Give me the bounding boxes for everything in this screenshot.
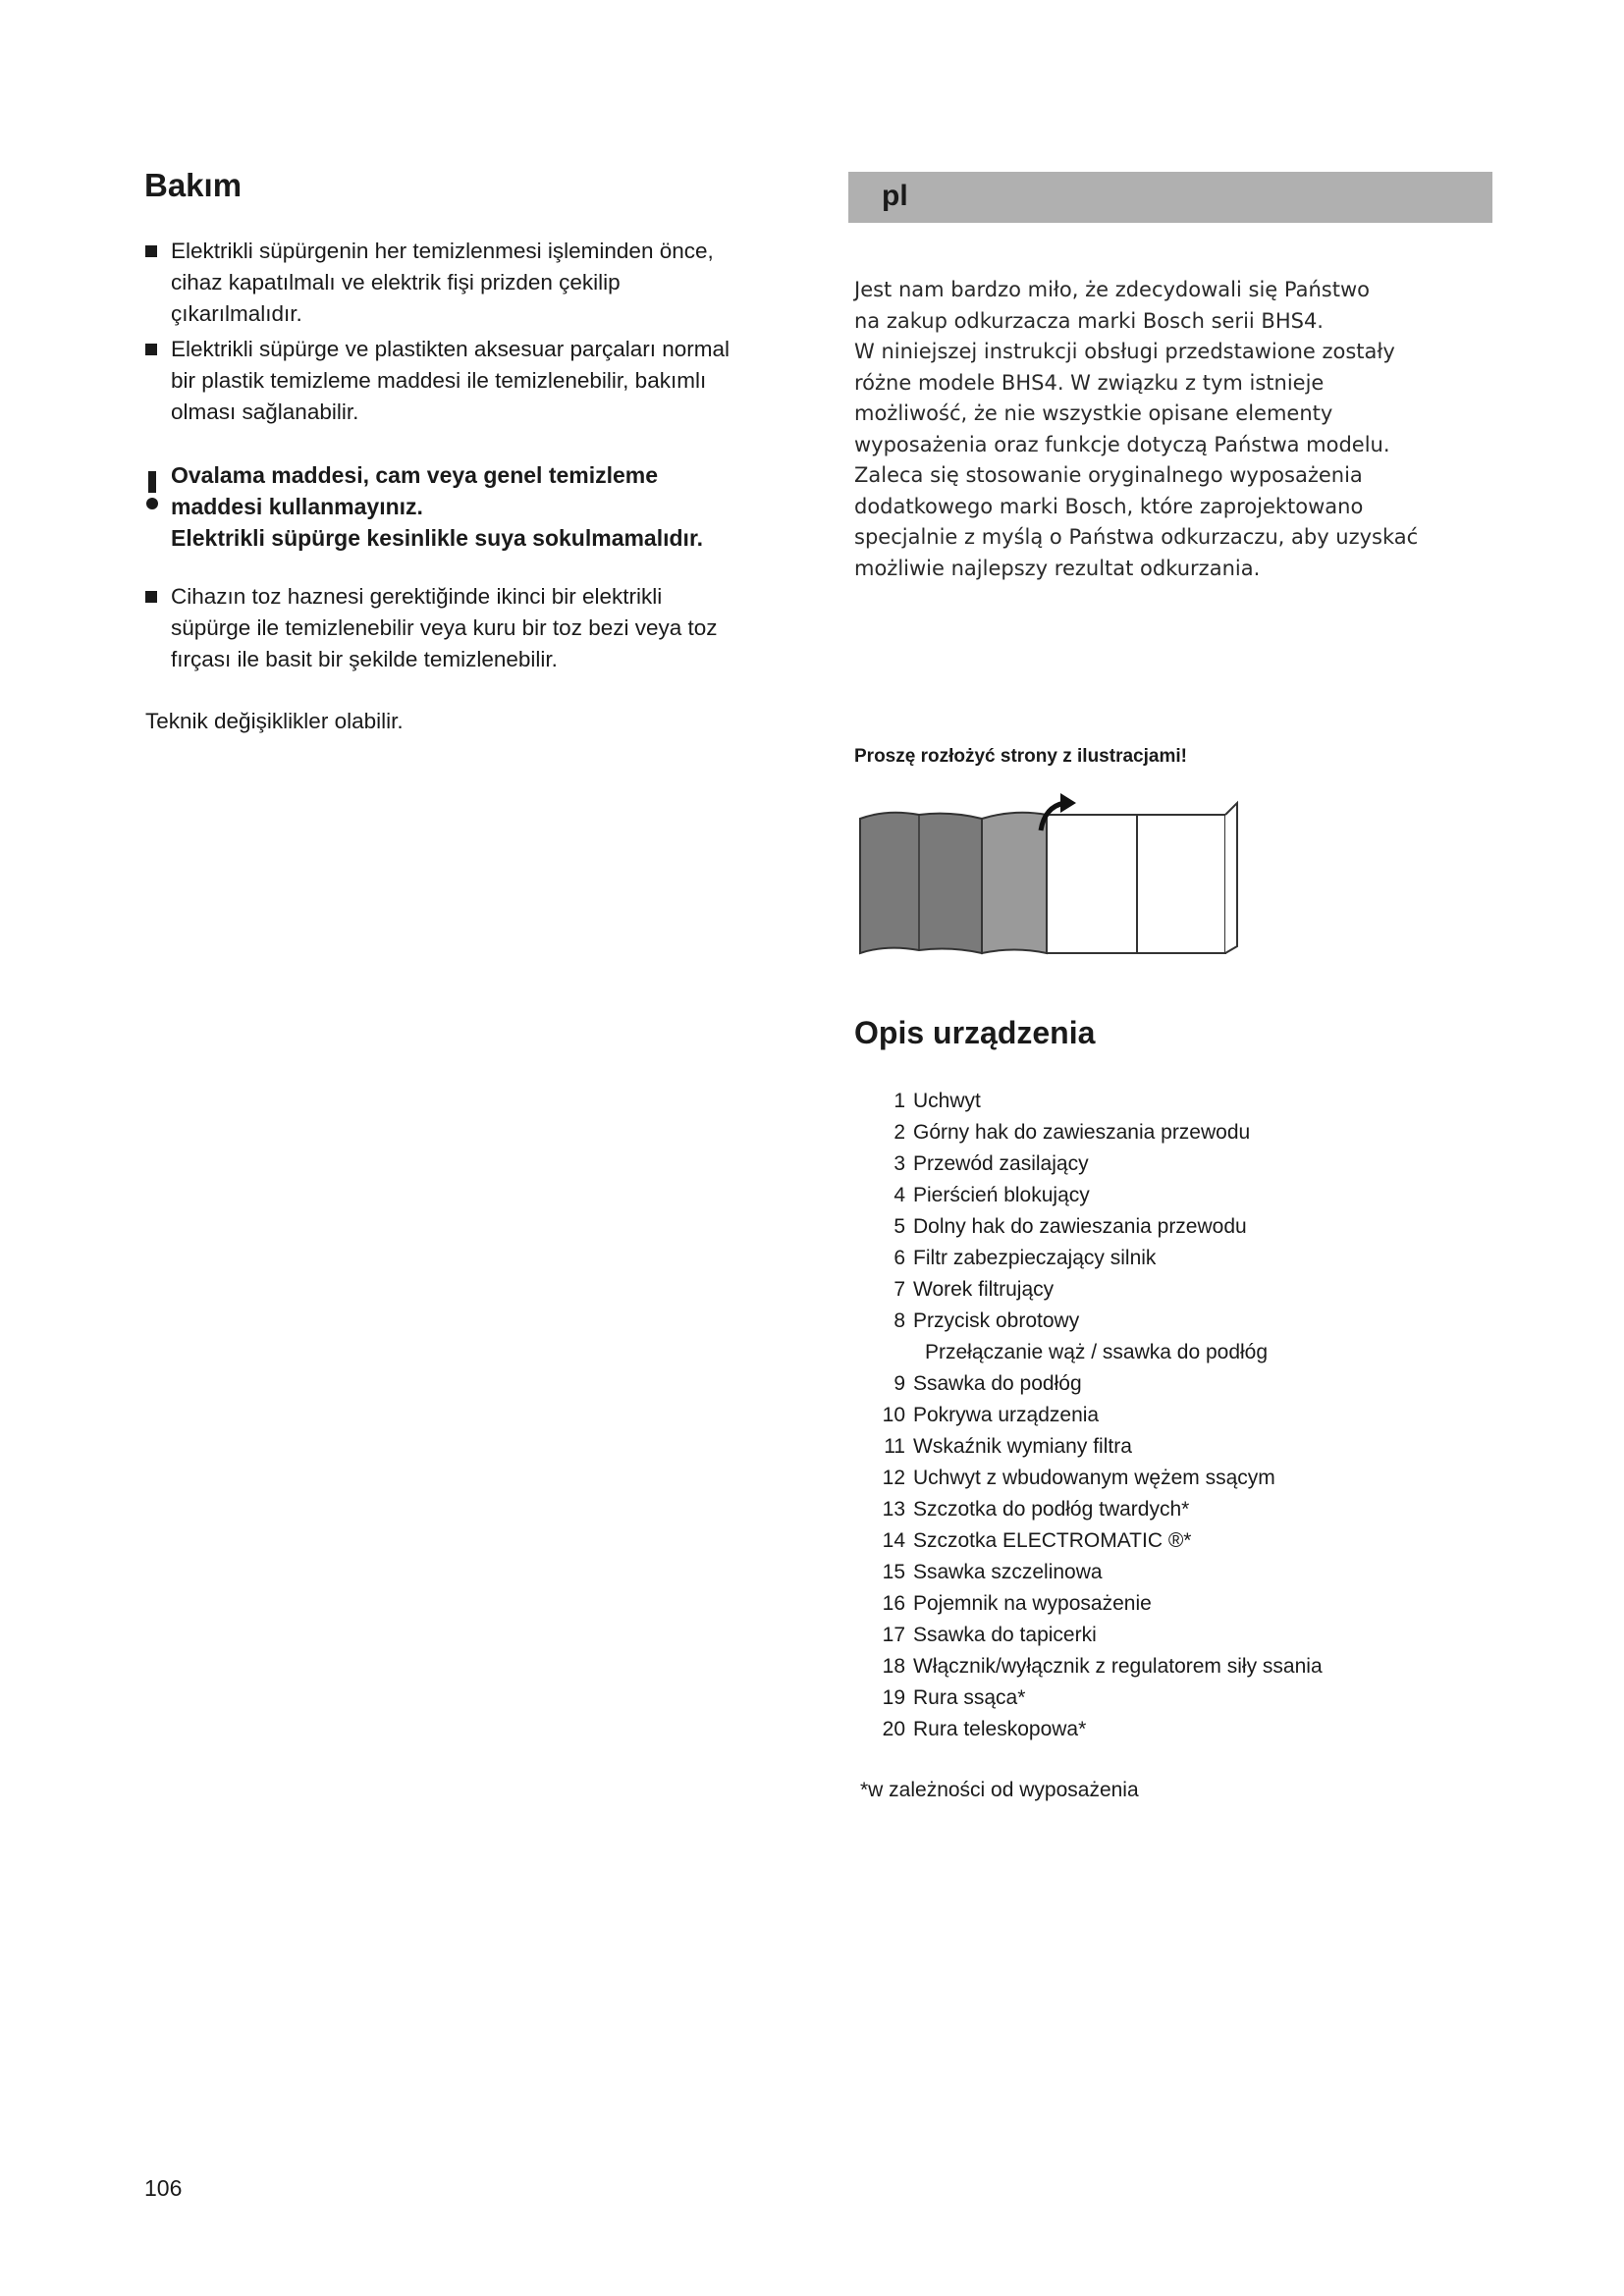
intro-line: W niniejszej instrukcji obsługi przedstawione zostały: [854, 340, 1395, 363]
part-number: 6: [893, 1247, 905, 1269]
list-item: [864, 1404, 1414, 1435]
part-number: 13: [882, 1498, 905, 1521]
bullet-line: Elektrikli süpürge ve plastikten aksesuar parçaları normal: [171, 337, 731, 361]
intro-paragraph: [854, 275, 1492, 584]
parts-list: [864, 1090, 1414, 1749]
part-label: Filtr zabezpieczający silnik: [913, 1247, 1157, 1269]
part-label: Ssawka szczelinowa: [913, 1561, 1103, 1583]
part-number: 16: [882, 1592, 905, 1615]
list-item: [864, 1435, 1414, 1467]
part-label: Uchwyt z wbudowanym wężem ssącym: [913, 1467, 1275, 1489]
bullet-square-icon: [145, 344, 157, 355]
warning-line: Ovalama maddesi, cam veya genel temizleme: [171, 462, 659, 488]
part-label: Górny hak do zawieszania przewodu: [913, 1121, 1251, 1144]
intro-line: możliwość, że nie wszystkie opisane elementy: [854, 401, 1333, 425]
list-item: [864, 1215, 1414, 1247]
list-item: [864, 1561, 1414, 1592]
list-item: [864, 1121, 1414, 1152]
part-label: Pierścień blokujący: [913, 1184, 1090, 1206]
part-number: 7: [893, 1278, 905, 1301]
bullet-line: Cihazın toz haznesi gerektiğinde ikinci bir elektrikli: [171, 584, 663, 609]
part-number: 5: [893, 1215, 905, 1238]
part-label: Szczotka do podłóg twardych*: [913, 1498, 1190, 1521]
part-label: Przełączanie wąż / ssawka do podłóg: [925, 1341, 1269, 1363]
bullet-line: süpürge ile temizlenebilir veya kuru bir toz bezi veya toz: [171, 615, 718, 640]
part-number: 10: [882, 1404, 905, 1426]
intro-line: dodatkowego marki Bosch, które zaprojektowano: [854, 494, 1364, 518]
bullet-line: olması sağlanabilir.: [171, 400, 359, 424]
bullet-line: bir plastik temizleme maddesi ile temizlenebilir, bakımlı: [171, 368, 707, 393]
part-number: 20: [882, 1718, 905, 1740]
intro-line: Zaleca się stosowanie oryginalnego wyposażenia: [854, 463, 1363, 487]
part-number: 3: [893, 1152, 905, 1175]
list-item: [864, 1247, 1414, 1278]
list-item: [864, 1278, 1414, 1309]
list-item: [864, 1718, 1414, 1749]
intro-line: różne modele BHS4. W związku z tym istnieje: [854, 370, 1325, 395]
part-label: Włącznik/wyłącznik z regulatorem siły ssania: [913, 1655, 1323, 1678]
part-label: Ssawka do tapicerki: [913, 1624, 1097, 1646]
bullet-square-icon: [145, 245, 157, 257]
language-code: pl: [882, 180, 908, 212]
part-label: Przewód zasilający: [913, 1152, 1089, 1175]
part-number: 19: [882, 1686, 905, 1709]
list-item: [864, 1624, 1414, 1655]
part-label: Wskaźnik wymiany filtra: [913, 1435, 1132, 1458]
list-item: [864, 1341, 1414, 1372]
part-label: Pojemnik na wyposażenie: [913, 1592, 1152, 1615]
part-number: 9: [893, 1372, 905, 1395]
part-label: Pokrywa urządzenia: [913, 1404, 1100, 1426]
page-fold-illustration-icon: [852, 791, 1245, 963]
part-label: Worek filtrujący: [913, 1278, 1055, 1301]
part-label: Szczotka ELECTROMATIC ®*: [913, 1529, 1192, 1552]
list-item: [864, 1184, 1414, 1215]
list-item: [864, 1309, 1414, 1341]
list-item: [864, 1372, 1414, 1404]
language-header-bar: [848, 172, 1492, 223]
part-number: 8: [893, 1309, 905, 1332]
part-number: 4: [893, 1184, 905, 1206]
part-label: Rura teleskopowa*: [913, 1718, 1087, 1740]
bullet-line: fırçası ile basit bir şekilde temizlenebilir.: [171, 647, 558, 671]
intro-line: na zakup odkurzacza marki Bosch serii BHS4.: [854, 308, 1324, 333]
part-number: 15: [882, 1561, 905, 1583]
part-label: Przycisk obrotowy: [913, 1309, 1080, 1332]
part-number: 11: [884, 1435, 905, 1458]
part-number: 17: [882, 1624, 905, 1646]
technical-note: Teknik değişiklikler olabilir.: [145, 709, 404, 733]
part-number: 14: [882, 1529, 905, 1552]
list-item: [864, 1467, 1414, 1498]
part-label: Uchwyt: [913, 1090, 981, 1112]
list-item: [864, 1529, 1414, 1561]
page-number: 106: [144, 2175, 183, 2201]
bullet-line: cihaz kapatılmalı ve elektrik fişi prizden çekilip: [171, 270, 621, 294]
part-number: 18: [882, 1655, 905, 1678]
part-label: Dolny hak do zawieszania przewodu: [913, 1215, 1247, 1238]
warning-line: Elektrikli süpürge kesinlikle suya sokulmamalıdır.: [171, 525, 704, 551]
part-number: 12: [882, 1467, 905, 1489]
list-item: [864, 1655, 1414, 1686]
warning-line: maddesi kullanmayınız.: [171, 494, 423, 519]
list-item: [864, 1090, 1414, 1121]
intro-line: wyposażenia oraz funkcje dotyczą Państwa modelu.: [854, 432, 1390, 456]
page-title: Bakım: [144, 167, 243, 203]
fold-caption: Proszę rozłożyć strony z ilustracjami!: [854, 746, 1187, 767]
bullet-line: çıkarılmalıdır.: [171, 301, 302, 326]
list-item: [864, 1686, 1414, 1718]
intro-line: możliwie najlepszy rezultat odkurzania.: [854, 556, 1261, 580]
intro-line: specjalnie z myślą o Państwa odkurzaczu, aby uzyskać: [854, 525, 1419, 549]
part-number: 1: [893, 1090, 905, 1112]
part-label: Rura ssąca*: [913, 1686, 1026, 1709]
bullet-line: Elektrikli süpürgenin her temizlenmesi işleminden önce,: [171, 239, 714, 263]
list-item: [864, 1152, 1414, 1184]
intro-line: Jest nam bardzo miło, że zdecydowali się Państwo: [854, 278, 1370, 301]
section-title: Opis urządzenia: [854, 1015, 1096, 1050]
list-item: [864, 1592, 1414, 1624]
bullet-square-icon: [145, 591, 157, 603]
list-item: [864, 1498, 1414, 1529]
part-number: 2: [893, 1121, 905, 1144]
footnote: *w zależności od wyposażenia: [860, 1779, 1139, 1801]
part-label: Ssawka do podłóg: [913, 1372, 1082, 1395]
